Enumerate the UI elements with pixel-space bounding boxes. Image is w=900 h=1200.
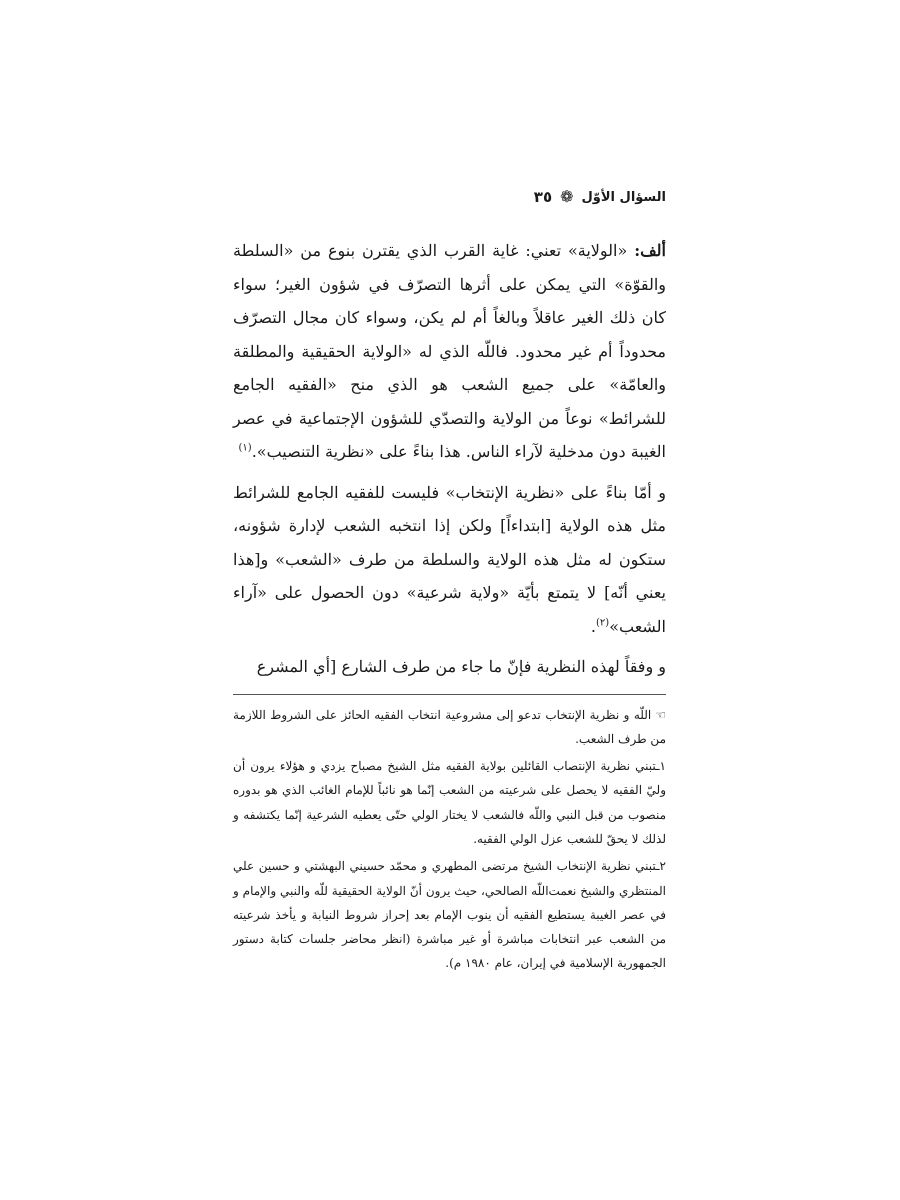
footnote-ref-2[interactable]: (٢) [596, 617, 610, 629]
footnote-1-mark: ١ـ [656, 759, 666, 774]
footnote-1-text: تبني نظرية الإنتصاب القائلين بولاية الفقيه مثل الشيخ مصباح يزدي و هؤلاء يرون أن وليّ الفقيه لا يحصل على شرعيته من الشعب إنّما هو نائباً للإمام الغائب الذي هو بدوره منصوب من قبل النبي واللّه فالشعب لا يختار الولي حتّى يعطيه الشرعية إنّما يكتشفه و لذلك لا يحقّ للشعب عزل الولي الفقيه. [233, 759, 666, 846]
pointing-hand-icon: ☜ [655, 707, 666, 722]
footnote-2 [233, 854, 666, 975]
paragraph-1 [233, 234, 666, 469]
footnote-continued [233, 703, 666, 752]
footnote-2-mark: ٢ـ [656, 859, 666, 874]
paragraph-2-text: و أمّا بناءً على «نظرية الإنتخاب» فليست للفقيه الجامع للشرائط مثل هذه الولاية [ابتداءاً] ولكن إذا انتخبه الشعب لإدارة شؤونه، ستكون له مثل هذه الولاية والسلطة من طرف «الشعب» و[هذا يعني أنّه] لا يتمتع بأيّة «ولاية شرعية» دون الحصول على «آراء الشعب» [233, 482, 666, 636]
paragraph-3 [233, 650, 666, 684]
chapter-title: السؤال الأوّل [581, 189, 666, 205]
flower-ornament-icon: ❁ [560, 187, 574, 206]
paragraph-2-end: . [590, 616, 596, 636]
book-page [233, 180, 666, 979]
paragraph-lead: ألف: [634, 241, 666, 260]
main-text [233, 234, 666, 684]
footnote-2-text: تبني نظرية الإنتخاب الشيخ مرتضى المطهري و محمّد حسيني البهشتي و حسين علي المنتظري والشيخ نعمت‌اللّه الصالحي، حيث يرون أنّ الولاية الحقيقية للّه والنبي والإمام و في عصر الغيبة يستطيع الفقيه أن ينوب الإمام بعد إحراز شروط النيابة و يأخذ شرعيته من الشعب عبر انتخابات مباشرة أو غير مباشرة (انظر محاضر جلسات كتابة دستور الجمهورية الإسلامية في إيران، عام ١٩٨٠ م). [233, 859, 666, 971]
footnote-1 [233, 754, 666, 851]
paragraph-3-text: و وفقاً لهذه النظرية فإنّ ما جاء من طرف الشارع [أي المشرع [256, 657, 666, 676]
page-number: ٣٥ [533, 188, 553, 206]
paragraph-1-text: «الولاية» تعني: غاية القرب الذي يقترن بنوع من «السلطة والقوّة» التي يمكن على أثرها التصرّف في شؤون الغير؛ سواء كان ذلك الغير عاقلاً وبالغاً أم لم يكن، وسواء كان مجال التصرّف محدوداً أم غير محدود. فاللّه الذي له «الولاية الحقيقية والمطلقة والعامّة» على جميع الشعب هو الذي منح «الفقيه الجامع للشرائط» نوعاً من الولاية والتصدّي للشؤون الإجتماعية في عصر الغيبة دون مدخلية لآراء الناس. هذا بناءً على «نظرية التنصيب». [233, 241, 666, 461]
running-head [233, 180, 666, 214]
footnote-separator [233, 694, 666, 695]
footnote-continued-text: اللّه و نظرية الإنتخاب تدعو إلى مشروعية انتخاب الفقيه الحائز على الشروط اللازمة من طرف الشعب. [233, 707, 666, 746]
footnotes [233, 703, 666, 976]
paragraph-2 [233, 476, 666, 644]
footnote-ref-1[interactable]: (١) [238, 442, 252, 454]
